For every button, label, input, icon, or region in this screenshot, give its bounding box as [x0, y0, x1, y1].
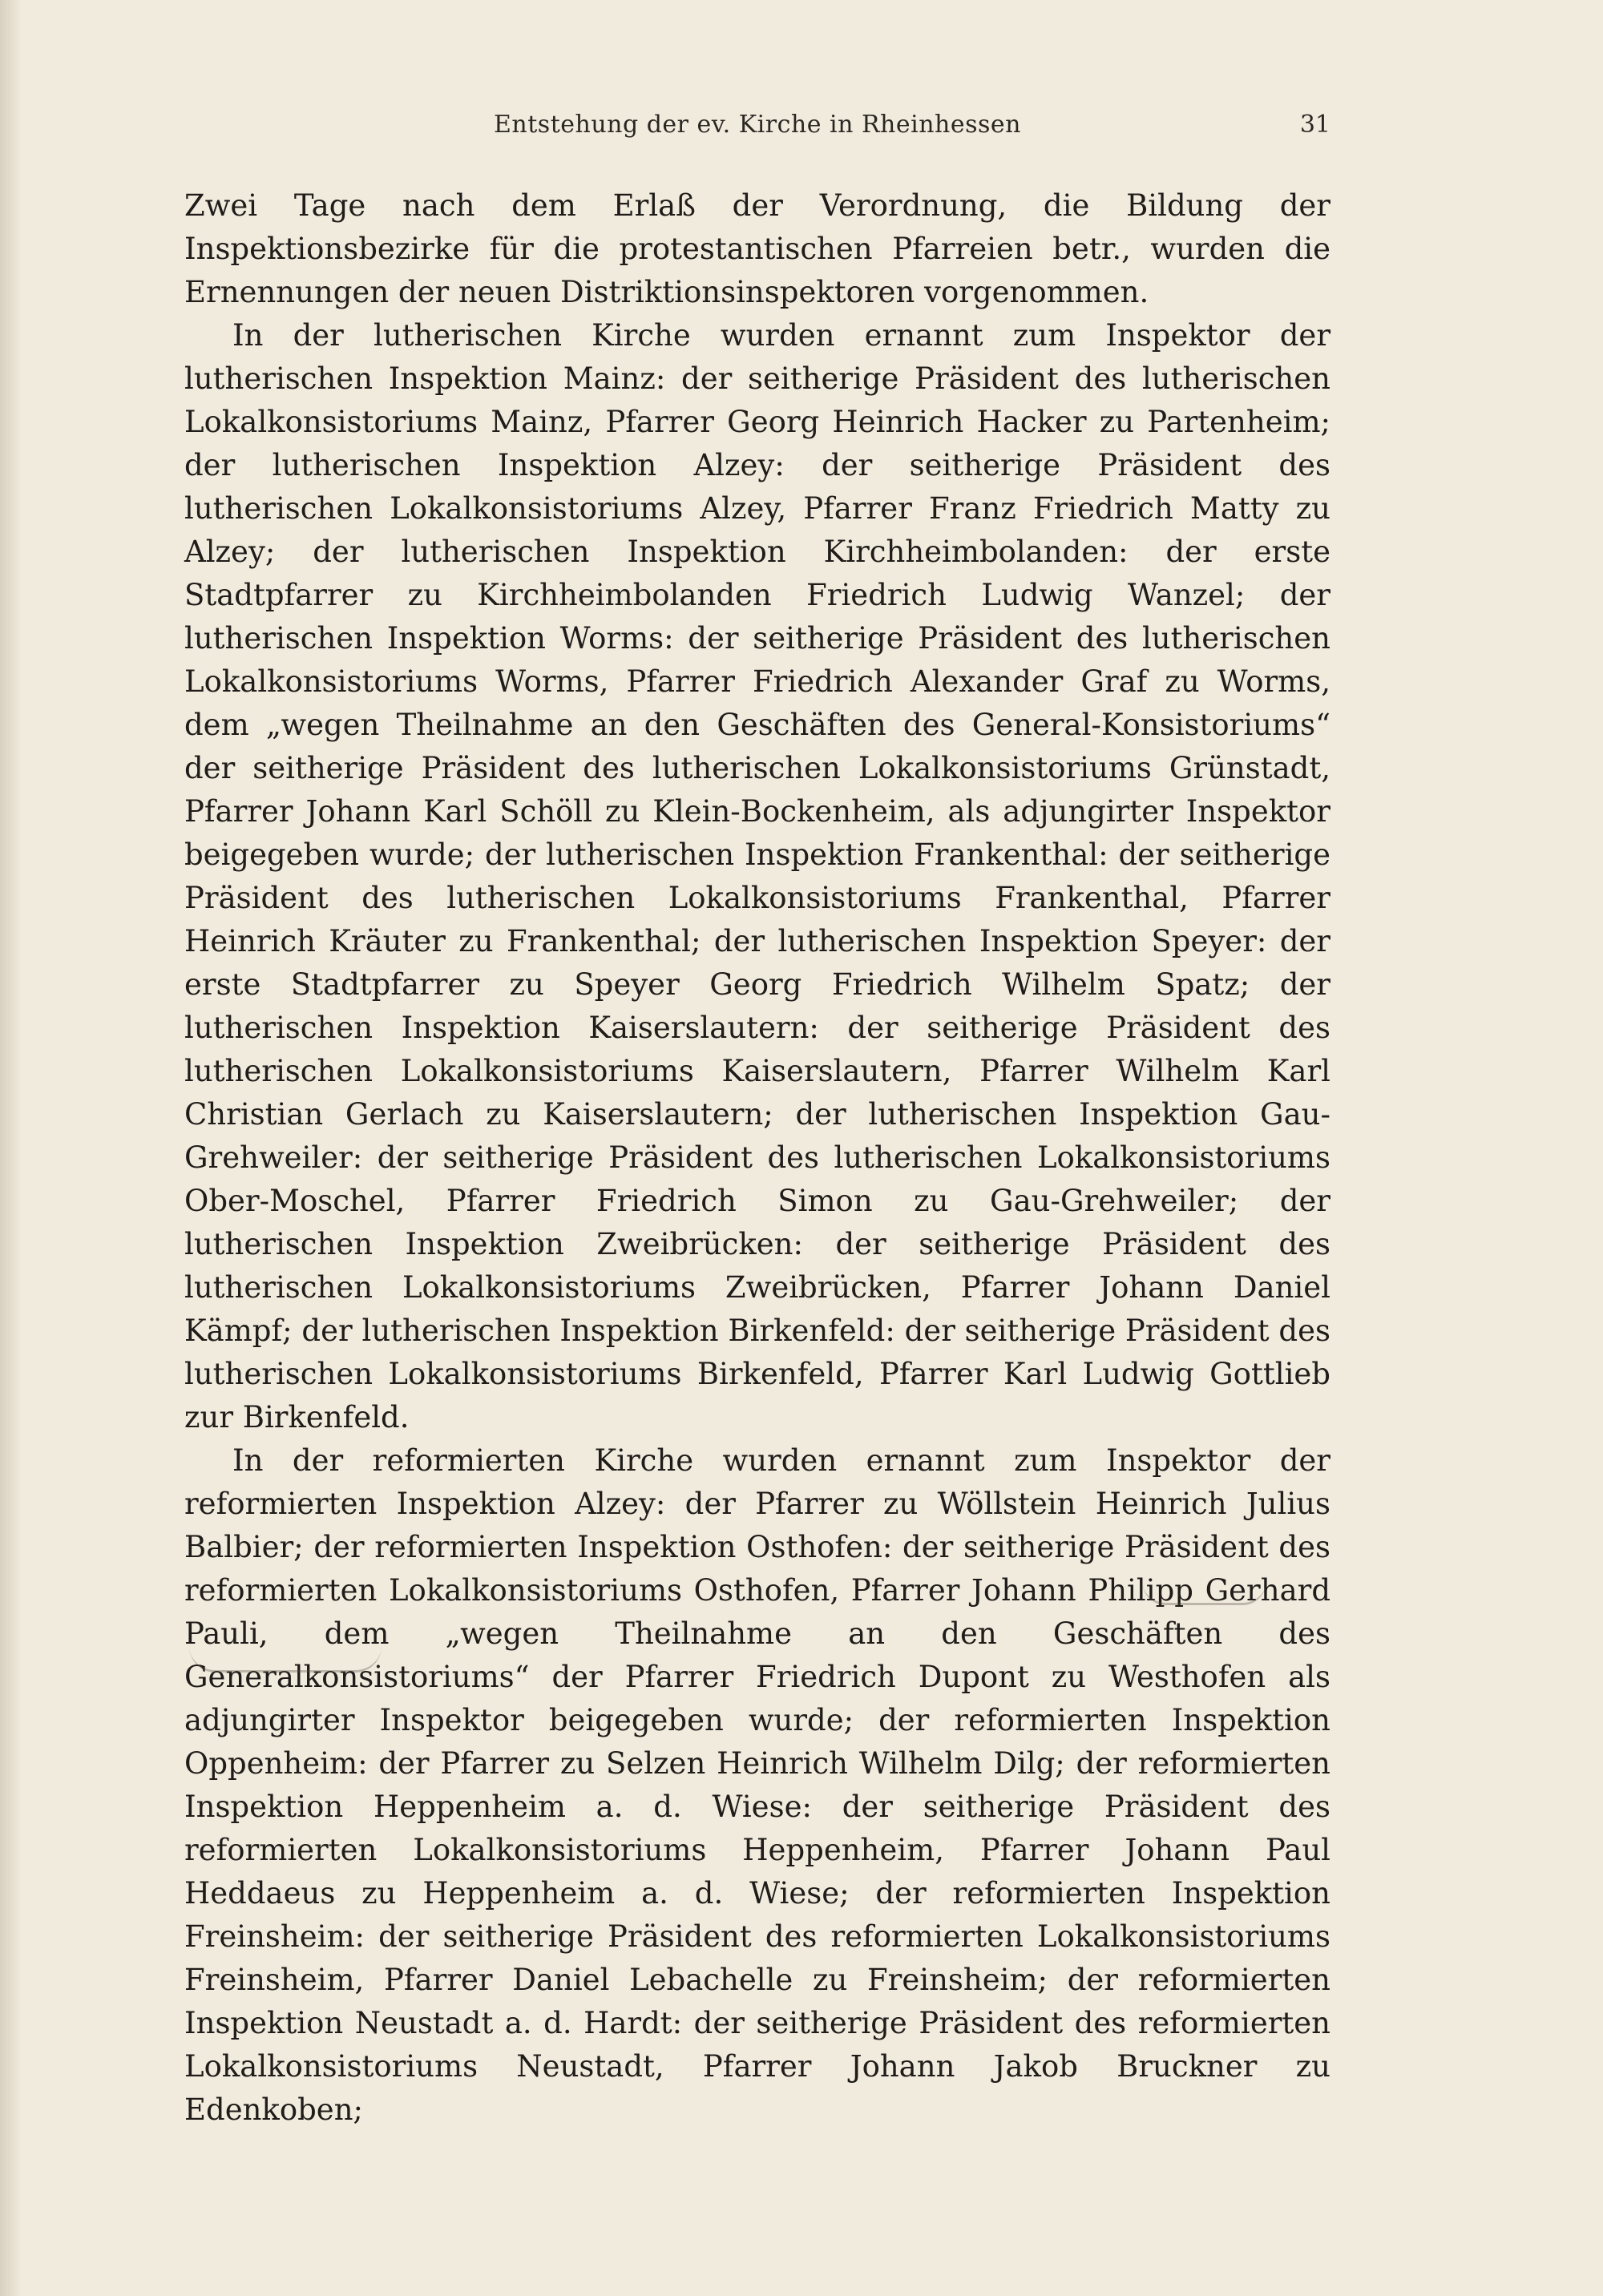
running-head [184, 111, 1330, 151]
page-number: 31 [1299, 111, 1330, 139]
running-title: Entstehung der ev. Kirche in Rheinhessen [494, 111, 1021, 139]
body-text [184, 184, 1330, 2132]
paragraph-1: Zwei Tage nach dem Erlaß der Verordnung, die Bildung der Inspektionsbezirke für die protestantischen Pfarreien betr., wurden die Ernennungen der neuen Distriktionsinspektoren vorgenommen. [184, 188, 1330, 309]
pencil-underline-mark [189, 1646, 382, 1673]
pencil-underline-mark-2 [1142, 1579, 1266, 1605]
page-edge-shadow [0, 0, 22, 2296]
paragraph-3: In der reformierten Kirche wurden ernannt zum Inspektor der reformierten Inspektion Alzey: der Pfarrer zu Wöllstein Heinrich Julius Balbier; der reformierten Inspektion Osthofen: der seitherige Präsident des reformierten Lokalkonsistoriums Osthofen, Pfarrer Johann Philipp Gerhard Pauli, dem „wegen Theilnahme an den Geschäften des Generalkonsistoriums“ der Pfarrer Friedrich Dupont zu Westhofen als adjungirter Inspektor beigegeben wurde; der reformierten Inspektion Oppenheim: der Pfarrer zu Selzen Heinrich Wilhelm Dilg; der reformierten Inspektion Heppenheim a. d. Wiese: der seitherige Präsident des reformierten Lokalkonsistoriums Heppenheim, Pfarrer Johann Paul Heddaeus zu Heppenheim a. d. Wiese; der reformierten Inspektion Freinsheim: der seitherige Präsident des reformierten Lokalkonsistoriums Freinsheim, Pfarrer Daniel Lebachelle zu Freinsheim; der reformierten Inspektion Neustadt a. d. Hardt: der seitherige Präsident des reformierten Lokalkonsistoriums Neustadt, Pfarrer Johann Jakob Bruckner zu Edenkoben; [184, 1443, 1330, 2127]
paragraph-2: In der lutherischen Kirche wurden ernannt zum Inspektor der lutherischen Inspektion Mainz: der seitherige Präsident des lutherischen Lokalkonsistoriums Mainz, Pfarrer Georg Heinrich Hacker zu Partenheim; der lutherischen Inspektion Alzey: der seitherige Präsident des lutherischen Lokalkonsistoriums Alzey, Pfarrer Franz Friedrich Matty zu Alzey; der lutherischen Inspektion Kirchheimbolanden: der erste Stadtpfarrer zu Kirchheimbolanden Friedrich Ludwig Wanzel; der lutherischen Inspektion Worms: der seitherige Präsident des lutherischen Lokalkonsistoriums Worms, Pfarrer Friedrich Alexander Graf zu Worms, dem „wegen Theilnahme an den Geschäften des General-Konsistoriums“ der seitherige Präsident des lutherischen Lokalkonsistoriums Grünstadt, Pfarrer Johann Karl Schöll zu Klein-Bockenheim, als adjungirter Inspektor beigegeben wurde; der lutherischen Inspektion Frankenthal: der seitherige Präsident des lutherischen Lokalkonsistoriums Frankenthal, Pfarrer Heinrich Kräuter zu Frankenthal; der lutherischen Inspektion Speyer: der erste Stadtpfarrer zu Speyer Georg Friedrich Wilhelm Spatz; der lutherischen Inspektion Kaiserslautern: der seitherige Präsident des lutherischen Lokalkonsistoriums Kaiserslautern, Pfarrer Wilhelm Karl Christian Gerlach zu Kaiserslautern; der lutherischen Inspektion Gau-Grehweiler: der seitherige Präsident des lutherischen Lokalkonsistoriums Ober-Moschel, Pfarrer Friedrich Simon zu Gau-Grehweiler; der lutherischen Inspektion Zweibrücken: der seitherige Präsident des lutherischen Lokalkonsistoriums Zweibrücken, Pfarrer Johann Daniel Kämpf; der lutherischen Inspektion Birkenfeld: der seitherige Präsident des lutherischen Lokalkonsistoriums Birkenfeld, Pfarrer Karl Ludwig Gottlieb zur Birkenfeld. [184, 318, 1330, 1434]
